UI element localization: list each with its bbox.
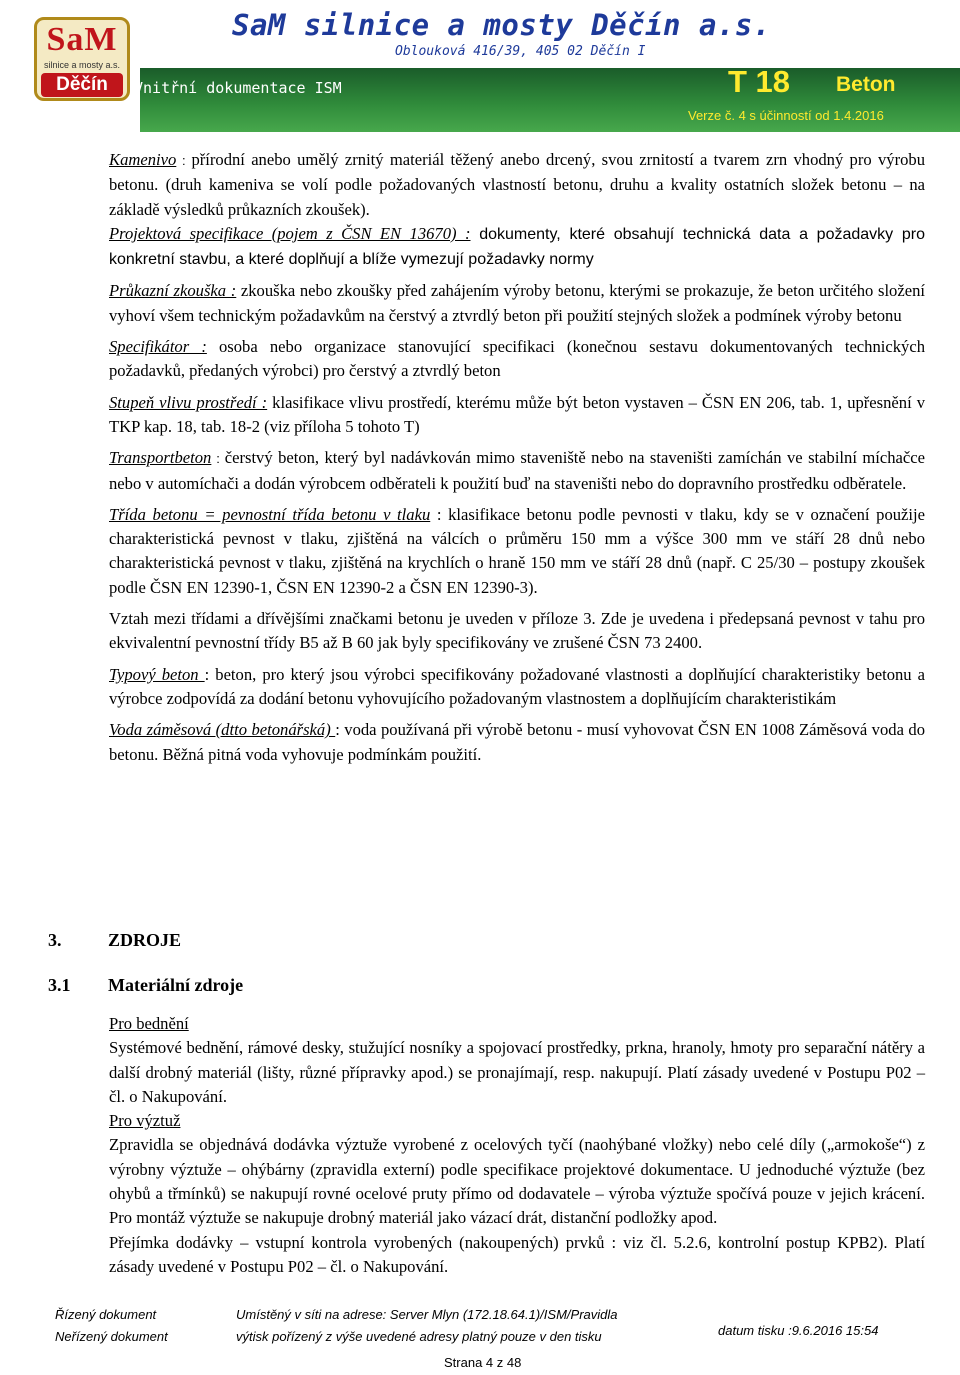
definition-specifikator: Specifikátor : osoba nebo organizace stanovující specifikaci (konečnou sestavu dokumentovaných technických požadavků, předaných výrobci) pro čerstvý a ztvrdlý beton <box>109 337 925 381</box>
section-title: ZDROJE <box>108 930 182 950</box>
footer-controlled: Řízený dokument <box>55 1307 157 1322</box>
subheading-bedneni: Pro bednění <box>109 1014 189 1033</box>
page-number: Strana 4 z 48 <box>444 1355 522 1370</box>
term-kamenivo: Kamenivo <box>109 150 177 169</box>
footer-print-date: datum tisku :9.6.2016 15:54 <box>718 1323 879 1338</box>
definition-stupen: Stupeň vlivu prostředí : klasifikace vlivu prostředí, kterému může být beton vystaven – ČSN EN 206, tab. 1, upřesnění v TKP kap. 18, tab. 18-2 (viz příloha 5 tohoto T) <box>109 392 925 436</box>
term-specifikator: Specifikátor : <box>109 337 207 357</box>
paragraph-bedneni: Systémové bednění, rámové desky, stužující nosníky a spojovací prostředky, prkna, hranoly, hmoty pro separační nátěry a další drobný materiál (lišty, různé přípravky apod.) se pronajímají, resp. nakupují. Platí zásady uvedené v Postupu P02 – čl. o Nakupování. <box>109 1038 925 1106</box>
section-number: 3. <box>48 930 62 950</box>
logo-text: SaM <box>46 21 118 58</box>
company-name: SaM silnice a mosty Děčín a.s. <box>232 8 771 42</box>
paragraph-vyztuz: Zpravidla se objednává dodávka výztuže vyrobené z ocelových tyčí (naohýbané vložky) nebo celé díly („armokoše“) z výrobny výztuže – ohýbárny (zpravidla externí) podle specifikace projektové dokumentace. U jednoduché výztuže (bez ohybů a třmínků) se nakupují rovné ocelové pruty přímo od dodavatele – výroba výztuže spočívá pouze v jejich krácení. Pro montáž výztuže se nakupuje drobný materiál jako vázací drát, distanční podložky apod. <box>109 1135 925 1228</box>
definition-trida: Třída betonu = pevnostní třída betonu v tlaku : klasifikace betonu podle pevnosti v tlaku, kdy se v označení použije charakteristická pevnost v tlaku, zjištěná na válcích o průměru 150 mm a výšce 300 mm ve stáří 28 dnů nebo charakteristická pevnost v tlaku, zjištěná na krychlích o hraně 150 mm ve stáří 28 dnů (např. C 25/30 – postupy zkoušek podle ČSN EN 12390-1, ČSN EN 12390-2 a ČSN EN 12390-3). <box>109 504 925 597</box>
subsection-heading <box>48 975 243 996</box>
footer-uncontrolled: Neřízený dokument <box>55 1329 168 1344</box>
paragraph-prejimka: Přejímka dodávky – vstupní kontrola vyrobených (nakoupených) prvků : viz čl. 5.2.6, kontrolní postup KPB2). Platí zásady uvedené v Postupu P02 – čl. o Nakupování. <box>109 1232 925 1276</box>
paragraph-vztah: Vztah mezi třídami a dřívějšími značkami betonu je uveden v příloze 3. Zde je uvedena i předepsaná pevnost v tahu pro ekvivalentní pevnostní třídy B5 až B 60 jak byly specifikovány ve zrušené ČSN 73 2400. <box>109 609 925 653</box>
footer-network-path: Umístěný v síti na adrese: Server Mlyn (172.18.64.1)/ISM/Pravidla <box>236 1307 618 1322</box>
material-sources <box>109 1012 925 1279</box>
logo-city: Děčín <box>41 73 123 97</box>
term-voda: Voda záměsová (dtto betonářská) <box>109 720 336 740</box>
term-prukazni: Průkazní zkouška : <box>109 281 237 301</box>
subsection-number: 3.1 <box>48 975 71 995</box>
term-stupen: Stupeň vlivu prostředí : <box>109 392 268 412</box>
subsection-title: Materiální zdroje <box>108 975 244 995</box>
doc-type: Vnitřní dokumentace ISM <box>134 79 342 97</box>
definition-typovy: Typový beton : beton, pro který jsou výrobci specifikovány požadované vlastnosti a doplňující charakteristiky betonu a výrobce zodpovídá za dodání betonu vyhovujícího požadovaným vlastnostem a doplňujícím charakteristikám <box>109 664 925 708</box>
definition-voda: Voda záměsová (dtto betonářská) : voda používaná při výrobě betonu - musí vyhovovat ČSN EN 1008 Záměsová voda do betonu. Běžná pitná voda vyhovuje podmínkám použití. <box>109 720 925 764</box>
subheading-vyztuz: Pro výztuž <box>109 1111 181 1131</box>
footer-print-note: výtisk pořízený z výše uvedené adresy platný pouze v den tisku <box>236 1329 602 1344</box>
company-logo <box>34 17 130 101</box>
document-header <box>0 0 960 132</box>
term-trida: Třída betonu = pevnostní třída betonu v tlaku <box>109 504 431 524</box>
company-address: Oblouková 416/39, 405 02 Děčín I <box>395 44 646 59</box>
section-heading <box>48 930 181 951</box>
doc-code: T 18 <box>728 64 791 99</box>
definition-projektova: Projektová specifikace (pojem z ČSN EN 13670) : dokumenty, které obsahují technická data a požadavky pro konkretní stavbu, a které doplňují a blíže vymezují požadavky normy <box>109 223 926 269</box>
term-typovy: Typový beton <box>109 664 205 684</box>
definition-prukazni: Průkazní zkouška : zkouška nebo zkoušky před zahájením výroby betonu, kterými se prokazuje, že beton určitého složení vyhoví všem technickým požadavkům na čerstvý a ztvrdlý beton při použití stejných složek a podmínek výroby betonu <box>109 281 925 325</box>
definition-transport: Transportbeton : čerstvý beton, který byl nadávkován mimo staveniště nebo na staveništi zamíchán ve stabilní míchačce nebo v automíchači a dodán výrobcem odběrateli k použití buď na staveništi nebo do dopravního prostředku odběratele. <box>109 448 925 493</box>
definition-kamenivo: Kamenivo : přírodní anebo umělý zrnitý materiál těžený anebo drcený, svou zrnitostí a tvarem zrn vhodný pro výrobu betonu. (druh kameniva se volí podle požadovaných vlastností betonu, druhu a kvality ostatních složek betonu – na základě výsledků průkazních zkoušek). <box>109 150 925 219</box>
term-projektova: Projektová specifikace (pojem z ČSN EN 13670) : <box>109 223 471 243</box>
term-transport: Transportbeton <box>109 448 212 468</box>
definitions-list <box>109 148 925 767</box>
logo-subtitle: silnice a mosty a.s. <box>43 60 121 70</box>
document-footer <box>0 1305 960 1375</box>
doc-title: Beton <box>836 73 896 96</box>
doc-version: Verze č. 4 s účinností od 1.4.2016 <box>688 108 884 123</box>
